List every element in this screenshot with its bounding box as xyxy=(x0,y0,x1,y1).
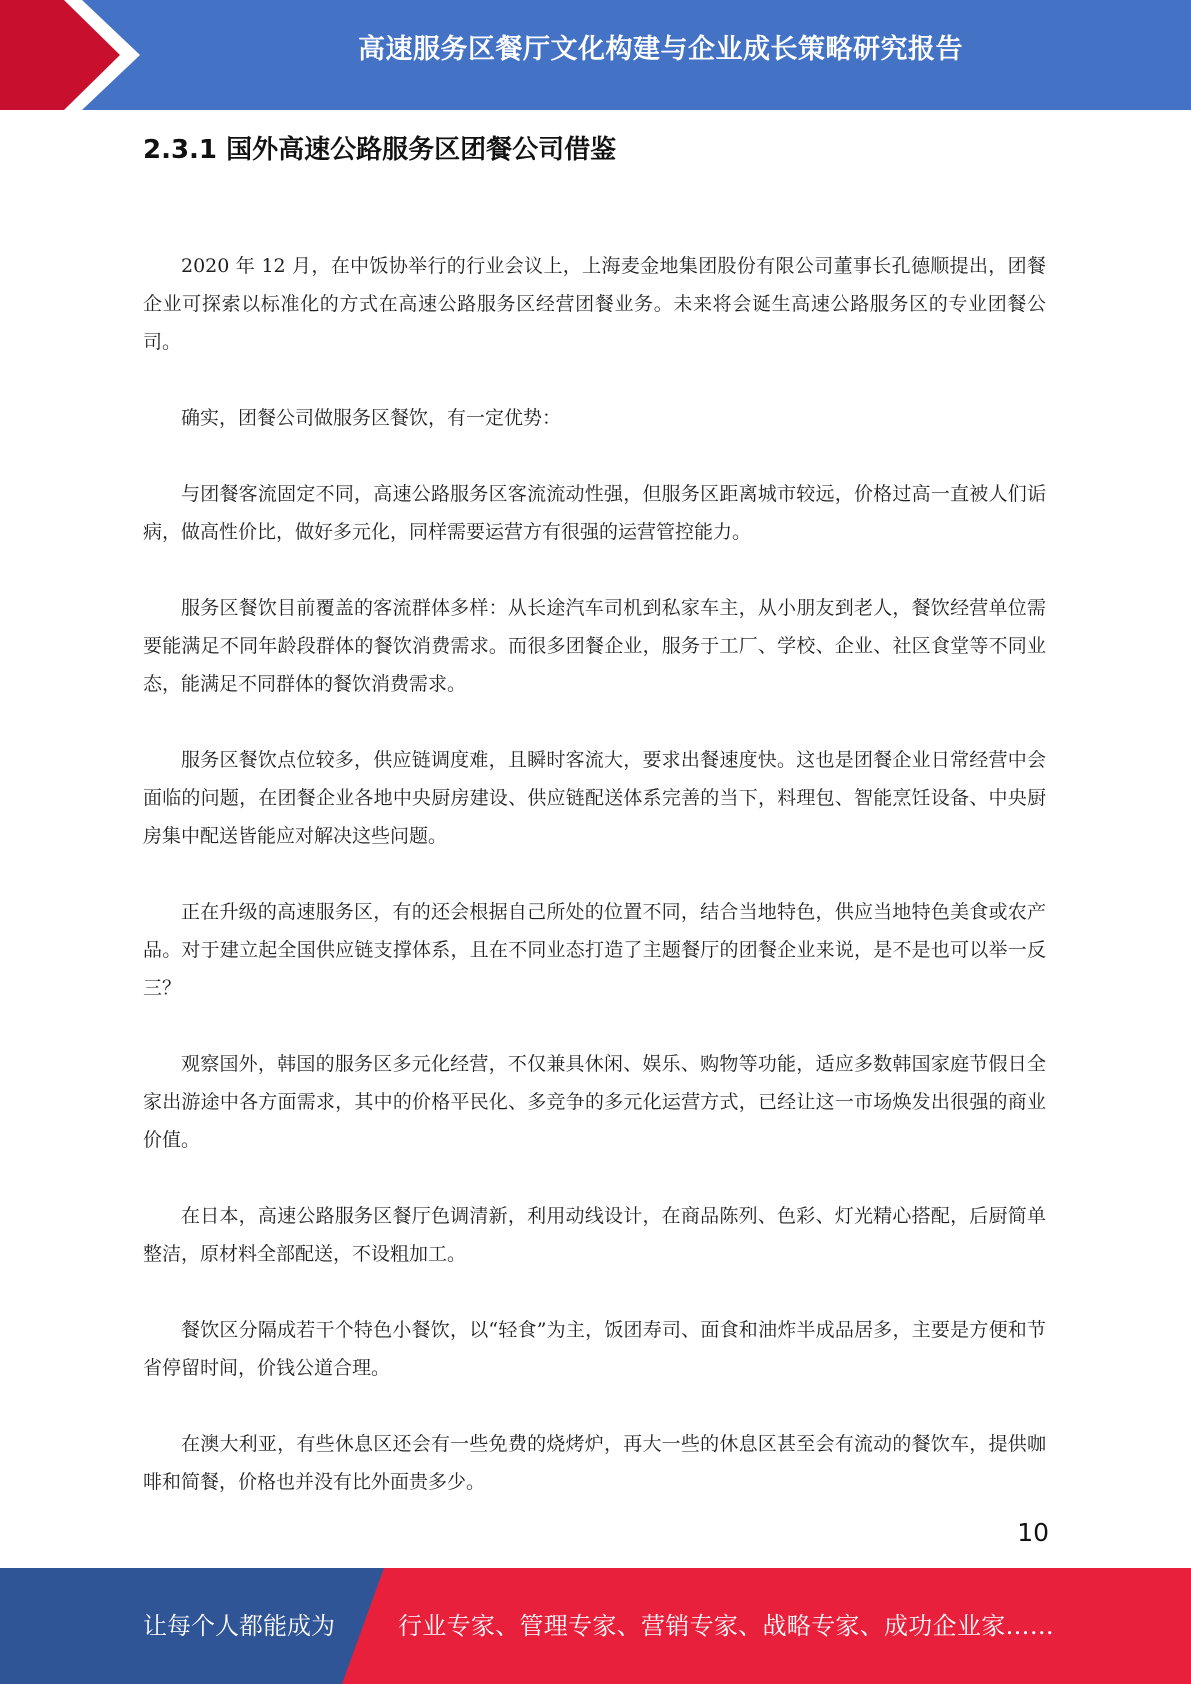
paragraph: 正在升级的高速服务区，有的还会根据自己所处的位置不同，结合当地特色，供应当地特色美食或农产品。对于建立起全国供应链支撑体系，且在不同业态打造了主题餐厅的团餐企业来说，是不是也可以举一反三？ xyxy=(143,901,1046,999)
paragraph: 确实，团餐公司做服务区餐饮，有一定优势： xyxy=(181,407,562,429)
paragraph: 在日本，高速公路服务区餐厅色调清新，利用动线设计，在商品陈列、色彩、灯光精心搭配，后厨简单整洁，原材料全部配送，不设粗加工。 xyxy=(143,1205,1046,1265)
paragraph: 观察国外，韩国的服务区多元化经营，不仅兼具休闲、娱乐、购物等功能，适应多数韩国家庭节假日全家出游途中各方面需求，其中的价格平民化、多竞争的多元化运营方式，已经让这一市场焕发出很强的商业价值。 xyxy=(143,1053,1046,1151)
footer-slogan-right: 行业专家、管理专家、营销专家、战略专家、成功企业家…… xyxy=(398,1612,1055,1640)
section-heading: 2.3.1 国外高速公路服务区团餐公司借鉴 xyxy=(143,135,617,165)
paragraph: 餐饮区分隔成若干个特色小餐饮，以“轻食”为主，饭团寿司、面食和油炸半成品居多，主要是方便和节省停留时间，价钱公道合理。 xyxy=(143,1319,1046,1379)
paragraph: 与团餐客流固定不同，高速公路服务区客流流动性强，但服务区距离城市较远，价格过高一直被人们诟病，做高性价比，做好多元化，同样需要运营方有很强的运营管控能力。 xyxy=(143,483,1046,543)
report-title: 高速服务区餐厅文化构建与企业成长策略研究报告 xyxy=(358,34,963,65)
paragraph: 2020 年 12 月，在中饭协举行的行业会议上，上海麦金地集团股份有限公司董事长孔德顺提出，团餐企业可探索以标准化的方式在高速公路服务区经营团餐业务。未来将会诞生高速公路服务区的专业团餐公司。 xyxy=(143,255,1046,353)
body-text xyxy=(143,247,1046,1501)
page-header xyxy=(0,0,1191,110)
footer-slogan-left: 让每个人都能成为 xyxy=(143,1612,335,1640)
paragraph: 服务区餐饮点位较多，供应链调度难，且瞬时客流大，要求出餐速度快。这也是团餐企业日常经营中会面临的问题，在团餐企业各地中央厨房建设、供应链配送体系完善的当下，料理包、智能烹饪设备、中央厨房集中配送皆能应对解决这些问题。 xyxy=(143,749,1046,847)
header-arrow-decoration xyxy=(0,0,160,110)
page-number: 10 xyxy=(1017,1518,1049,1547)
paragraph: 服务区餐饮目前覆盖的客流群体多样：从长途汽车司机到私家车主，从小朋友到老人，餐饮经营单位需要能满足不同年龄段群体的餐饮消费需求。而很多团餐企业，服务于工厂、学校、企业、社区食堂等不同业态，能满足不同群体的餐饮消费需求。 xyxy=(143,597,1046,695)
paragraph: 在澳大利亚，有些休息区还会有一些免费的烧烤炉，再大一些的休息区甚至会有流动的餐饮车，提供咖啡和简餐，价格也并没有比外面贵多少。 xyxy=(143,1433,1046,1493)
page-footer xyxy=(0,1568,1191,1684)
main-content xyxy=(143,130,1046,1539)
